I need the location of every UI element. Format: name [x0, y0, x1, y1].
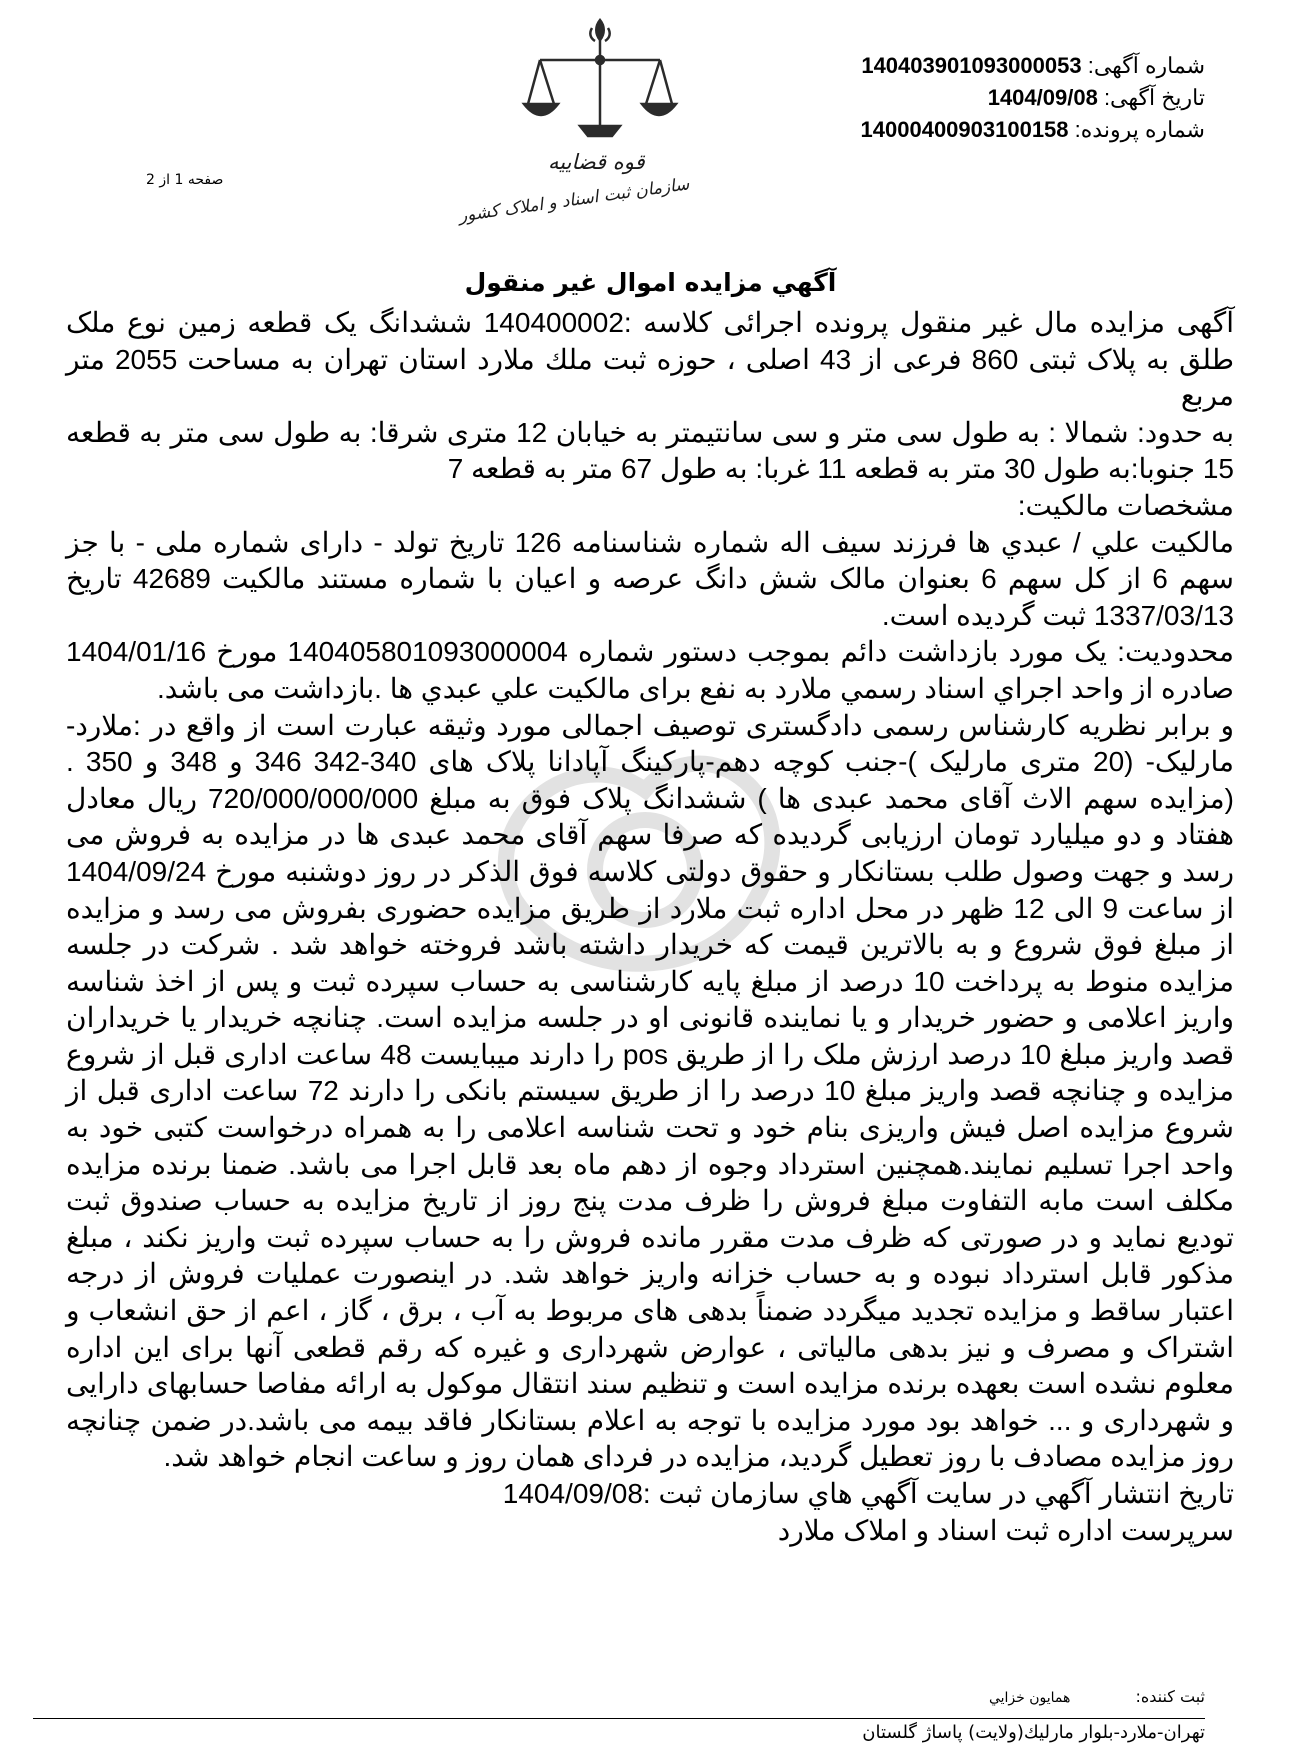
emblem-caption-organization: سازمان ثبت اسناد و املاک کشور [457, 174, 691, 227]
registrar-label: ثبت کننده: [1135, 1687, 1205, 1706]
paragraph-restriction: محدودیت: یک مورد بازداشت دائم بموجب دستور شماره 140405801093000004 مورخ 1404/01/16 صادره از واحد اجراي اسناد رسمي ملارد به نفع برای مالکیت علي عبدي ها .بازداشت می باشد. [66, 636, 1234, 704]
judiciary-emblem [457, 8, 691, 227]
file-number: 14000400903100158 [860, 117, 1069, 142]
notice-date-label: تاریخ آگهی: [1103, 85, 1205, 110]
paragraph-ownership: مالكيت علي / عبدي ها فرزند سيف اله شماره شناسنامه 126 تاریخ تولد - دارای شماره ملی - با جز سهم 6 از کل سهم 6 بعنوان مالک شش دانگ عرصه و اعیان با شماره مستند مالکیت 42689 تاریخ 1337/03/13 ثبت گردیده است. [66, 526, 1234, 631]
paragraph-ownership-heading: مشخصات مالکیت: [1017, 489, 1234, 521]
file-number-label: شماره پرونده: [1074, 117, 1205, 142]
notice-date-row [861, 82, 1205, 114]
footer-divider [33, 1718, 1205, 1719]
notice-number-row [861, 50, 1205, 82]
paragraph-auction-terms: و برابر نظریه کارشناس رسمی دادگستری توصیف اجمالی مورد وثیقه عبارت است از واقع در :ملارد- مارلیک- (20 متری مارلیک )-جنب کوچه دهم-پارکینگ آپادانا پلاک های 340-342 346 و 348 و 350 . (مزایده سهم الاث آقای محمد عبدی ها ) ششدانگ پلاک فوق به مبلغ 720/000/000/000 ریال معادل هفتاد و دو میلیارد تومان ارزیابی گردیده که صرفا سهم آقای محمد عبدی ها در مزایده به فروش می رسد و جهت وصول طلب بستانکار و حقوق دولتی کلاسه فوق الذکر در روز دوشنبه مورخ 1404/09/24 از ساعت 9 الی 12 ظهر در محل اداره ثبت ملارد از طریق مزایده حضوری بفروش می رسد و مزایده از مبلغ فوق شروع و به بالاترین قیمت که خریدار داشته باشد فروخته خواهد شد . شرکت در جلسه مزایده منوط به پرداخت 10 درصد از مبلغ پایه کارشناسی به حساب سپرده ثبت و پس از اخذ شناسه واریز اعلامی و حضور خریدار و یا نماینده قانونی او در جلسه مزایده است. چنانچه خریدار یا خریداران قصد واریز مبلغ 10 درصد ارزش ملک را از طریق pos را دارند میبایست 48 ساعت اداری قبل از شروع مزایده و چنانچه قصد واریز مبلغ 10 درصد را از طریق سیستم بانکی را دارند 72 ساعت اداری قبل از شروع مزایده اصل فیش واریزی بنام خود و تحت شناسه اعلامی را به همراه درخواست کتبی خود به واحد اجرا تسلیم نمایند.همچنین استرداد وجوه از دهم ماه بعد قابل اجرا می باشد. ضمنا برنده مزایده مکلف است مابه التفاوت مبلغ فروش را ظرف مدت پنج روز از تاریخ مزایده به حساب صندوق ثبت تودیع نماید و در صورتی که ظرف مدت مقرر مانده فروش را به حساب سپرده ثبت واریز نکند ، مبلغ مذکور قابل استرداد نبوده و به حساب خزانه واریز خواهد شد. در اینصورت عملیات فروش از درجه اعتبار ساقط و مزایده تجدید میگردد ضمناً بدهی های مربوط به آب ، برق ، گاز ، اعم از حق انشعاب و اشتراک و مصرف و نیز بدهی مالیاتی ، عوارض شهرداری و غیره که رقم قطعی آنها برای این اداره معلوم نشده است بعهده برنده مزایده است و تنظیم سند انتقال موکول به ارائه مفاصا حسابهای دارایی و شهرداری و ... خواهد بود مورد مزایده با توجه به اعلام بستانکار فاقد بیمه می باشد.در ضمن چنانچه روز مزایده مصادف با روز تعطیل گردید، مزایده در فردای همان روز و ساعت انجام خواهد شد. [66, 709, 1234, 1473]
page-number: صفحه 1 از 2 [146, 172, 224, 188]
emblem-caption-judiciary: قوه قضاییه [548, 150, 645, 174]
page-title: آگهي مزايده اموال غير منقول [464, 268, 837, 297]
paragraph-signature: سرپرست اداره ثبت اسناد و املاک ملارد [777, 1514, 1234, 1546]
registrar-name: همايون خزايي [988, 1690, 1071, 1706]
paragraph-publish-date: تاریخ انتشار آگهي در سايت آگهي هاي سازمان ثبت :1404/09/08 [502, 1478, 1234, 1509]
notice-number-label: شماره آگهی: [1087, 53, 1205, 78]
paragraph-boundaries: به حدود: شمالا : به طول سی متر و سی سانتیمتر به خیابان 12 متری شرقا: به طول سی متر به قطعه 15 جنوبا:به طول 30 متر به قطعه 11 غربا: به طول 67 متر به قطعه 7 [66, 416, 1234, 485]
notice-body [66, 305, 1234, 1549]
office-address: تهران-ملارد-بلوار مارليك(ولايت) پاساژ گلستان [862, 1722, 1205, 1743]
notice-info [861, 50, 1205, 146]
registrar [989, 1687, 1205, 1706]
file-number-row [861, 114, 1205, 146]
notice-date: 1404/09/08 [987, 85, 1098, 110]
paragraph-subject: آگهی مزایده مال غیر منقول پرونده اجرائی کلاسه :140400002 ششدانگ یک قطعه زمین نوع ملک طلق به پلاک ثبتی 860 فرعی از 43 اصلی ، حوزه ثبت ملك ملارد استان تهران به مساحت 2055 متر مربع [66, 307, 1235, 412]
notice-number: 140403901093000053 [861, 53, 1082, 78]
